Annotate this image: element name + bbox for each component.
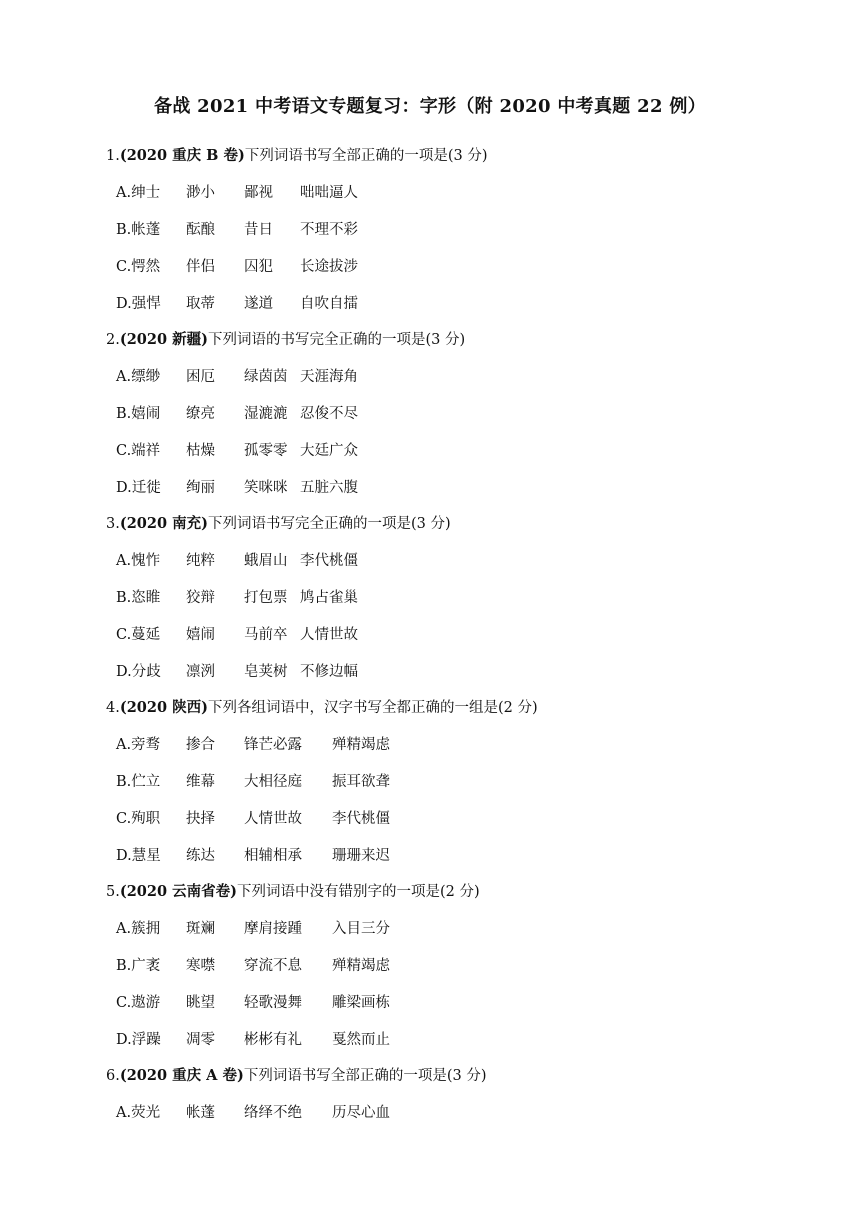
option-label-word: C.愕然 (116, 259, 161, 275)
question-source: (2020 陕西) (119, 699, 208, 716)
question-number: 5. (106, 884, 120, 900)
option-word: 练达 (186, 848, 215, 864)
option-word: 皂荚树 (244, 664, 288, 680)
option-word: 马前卒 (244, 627, 288, 643)
option-word: 打包票 (244, 590, 288, 606)
option-word: 雕梁画栋 (332, 995, 390, 1011)
question-2 (106, 328, 465, 349)
question-3 (106, 512, 451, 533)
option-word: 鄙视 (244, 185, 273, 201)
option-word: 李代桃僵 (300, 553, 358, 569)
question-number: 1. (106, 148, 120, 164)
option-word: 天涯海角 (300, 369, 358, 385)
option-word: 斑斓 (186, 921, 215, 937)
option-word: 缭亮 (186, 406, 215, 422)
option-word: 绿茵茵 (244, 369, 288, 385)
question-stem: 下列词语书写全部正确的一项是(3 分) (243, 1068, 487, 1084)
option-label-word: B.广袤 (116, 958, 161, 974)
option-word: 五脏六腹 (300, 480, 358, 496)
option-label-word: C.蔓延 (116, 627, 161, 643)
option-word: 囚犯 (244, 259, 273, 275)
option-label-word: A.簇拥 (116, 921, 161, 937)
option-word: 绚丽 (186, 480, 215, 496)
option-label-word: D.分歧 (116, 664, 161, 680)
option-label-word: A.荧光 (116, 1105, 161, 1121)
option-label-word: D.慧星 (116, 848, 161, 864)
option-word: 伴侣 (186, 259, 215, 275)
option-label-word: D.迁徙 (116, 480, 161, 496)
option-word: 络绎不绝 (244, 1105, 302, 1121)
option-label-word: C.遨游 (116, 995, 161, 1011)
option-word: 凛洌 (186, 664, 215, 680)
option-word: 历尽心血 (332, 1105, 390, 1121)
option-word: 遂道 (244, 296, 273, 312)
option-word: 彬彬有礼 (244, 1032, 302, 1048)
option-word: 大廷广众 (300, 443, 358, 459)
option-word: 枯燥 (186, 443, 215, 459)
option-word: 笑咪咪 (244, 480, 288, 496)
option-word: 维幕 (186, 774, 215, 790)
option-label-word: A.旁骛 (116, 737, 161, 753)
option-word: 眺望 (186, 995, 215, 1011)
option-word: 嬉闹 (186, 627, 215, 643)
option-label-word: B.帐蓬 (116, 222, 161, 238)
option-word: 人情世故 (244, 811, 302, 827)
question-stem: 下列各组词语中，汉字书写全都正确的一组是(2 分) (207, 700, 538, 716)
option-label-word: B.恣睢 (116, 590, 161, 606)
option-word: 穿流不息 (244, 958, 302, 974)
question-1 (106, 144, 487, 165)
option-word: 锋芒必露 (244, 737, 302, 753)
option-label-word: B.嬉闹 (116, 406, 161, 422)
option-word: 摩肩接踵 (244, 921, 302, 937)
question-stem: 下列词语中没有错别字的一项是(2 分) (236, 884, 480, 900)
question-source: (2020 南充) (119, 515, 208, 532)
option-word: 抉择 (186, 811, 215, 827)
question-source: (2020 新疆) (119, 331, 208, 348)
question-stem: 下列词语书写完全正确的一项是(3 分) (207, 516, 451, 532)
question-6 (106, 1064, 486, 1085)
option-word: 不理不彩 (300, 222, 358, 238)
page-title: 备战 2021 中考语文专题复习：字形（附 2020 中考真题 22 例） (154, 96, 706, 117)
option-word: 忍俊不尽 (300, 406, 358, 422)
option-word: 大相径庭 (244, 774, 302, 790)
option-word: 纯粹 (186, 553, 215, 569)
option-word: 寒噤 (186, 958, 215, 974)
option-label-word: B.伫立 (116, 774, 161, 790)
option-label-word: C.殉职 (116, 811, 161, 827)
option-label-word: A.愧怍 (116, 553, 161, 569)
option-word: 长途拔涉 (300, 259, 358, 275)
option-word: 帐蓬 (186, 1105, 215, 1121)
option-word: 振耳欲聋 (332, 774, 390, 790)
option-label-word: A.绅士 (116, 185, 161, 201)
option-label-word: D.浮躁 (116, 1032, 161, 1048)
option-word: 鸠占雀巢 (300, 590, 358, 606)
question-source: (2020 云南省卷) (119, 883, 237, 900)
question-stem: 下列词语书写全部正确的一项是(3 分) (244, 148, 488, 164)
option-word: 狡辩 (186, 590, 215, 606)
question-stem: 下列词语的书写完全正确的一项是(3 分) (207, 332, 466, 348)
option-word: 凋零 (186, 1032, 215, 1048)
option-word: 昔日 (244, 222, 273, 238)
option-word: 渺小 (186, 185, 215, 201)
option-word: 入目三分 (332, 921, 390, 937)
question-5 (106, 880, 480, 901)
option-word: 不修边幅 (300, 664, 358, 680)
option-word: 戛然而止 (332, 1032, 390, 1048)
option-label-word: C.端祥 (116, 443, 161, 459)
question-number: 6. (106, 1068, 120, 1084)
question-source: (2020 重庆 A 卷) (119, 1067, 244, 1084)
option-word: 自吹自擂 (300, 296, 358, 312)
option-word: 相辅相承 (244, 848, 302, 864)
option-word: 湿漉漉 (244, 406, 288, 422)
question-4 (106, 696, 538, 717)
question-number: 4. (106, 700, 120, 716)
option-word: 人情世故 (300, 627, 358, 643)
option-word: 珊珊来迟 (332, 848, 390, 864)
option-word: 取蒂 (186, 296, 215, 312)
option-word: 掺合 (186, 737, 215, 753)
option-word: 蛾眉山 (244, 553, 288, 569)
option-word: 殚精竭虑 (332, 737, 390, 753)
option-label-word: D.强悍 (116, 296, 161, 312)
option-word: 酝酿 (186, 222, 215, 238)
option-word: 孤零零 (244, 443, 288, 459)
option-word: 咄咄逼人 (300, 185, 358, 201)
question-source: (2020 重庆 B 卷) (119, 147, 245, 164)
option-word: 殚精竭虑 (332, 958, 390, 974)
question-number: 3. (106, 516, 120, 532)
option-word: 轻歌漫舞 (244, 995, 302, 1011)
question-number: 2. (106, 332, 120, 348)
option-word: 李代桃僵 (332, 811, 390, 827)
option-label-word: A.缥缈 (116, 369, 161, 385)
option-word: 困厄 (186, 369, 215, 385)
